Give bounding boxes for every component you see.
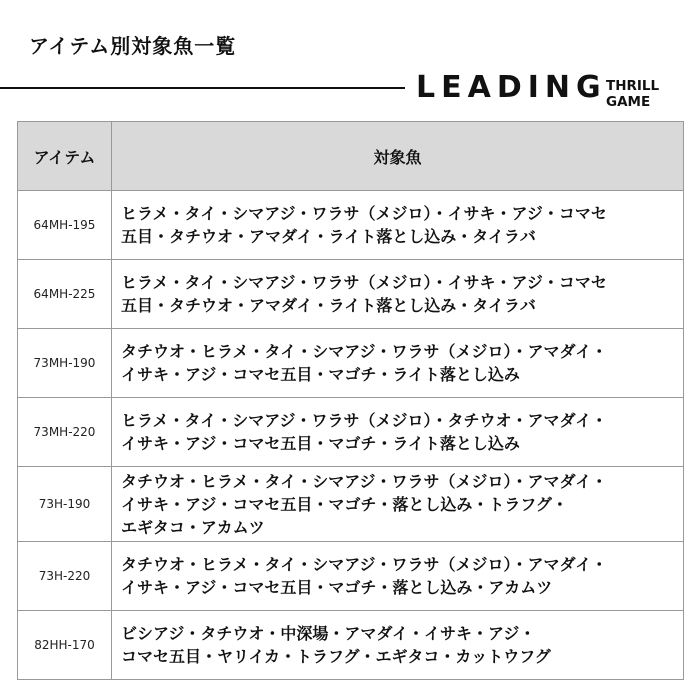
brand-header	[0, 70, 700, 110]
table-header-row	[18, 122, 684, 191]
table-row	[18, 611, 684, 680]
table-row	[18, 329, 684, 398]
target-fish-table	[17, 121, 684, 680]
target-fish-list: ヒラメ・タイ・シマアジ・ワラサ（メジロ）・タチウオ・アマダイ・ イサキ・アジ・コマセ五目・マゴチ・ライト落とし込み	[112, 398, 684, 467]
page-title: アイテム別対象魚一覧	[29, 34, 237, 58]
table-row	[18, 398, 684, 467]
header-target-fish: 対象魚	[112, 122, 684, 191]
table-row	[18, 191, 684, 260]
item-code: 64MH-195	[18, 191, 112, 260]
target-fish-list: ビシアジ・タチウオ・中深場・アマダイ・イサキ・アジ・ コマセ五目・ヤリイカ・トラフグ・エギタコ・カットウフグ	[112, 611, 684, 680]
table-row	[18, 467, 684, 542]
item-code: 73H-220	[18, 542, 112, 611]
item-code: 73MH-190	[18, 329, 112, 398]
item-code: 64MH-225	[18, 260, 112, 329]
table-row	[18, 542, 684, 611]
target-fish-list: タチウオ・ヒラメ・タイ・シマアジ・ワラサ（メジロ）・アマダイ・ イサキ・アジ・コマセ五目・マゴチ・ライト落とし込み	[112, 329, 684, 398]
table-row	[18, 260, 684, 329]
item-code: 73MH-220	[18, 398, 112, 467]
target-fish-list: タチウオ・ヒラメ・タイ・シマアジ・ワラサ（メジロ）・アマダイ・ イサキ・アジ・コマセ五目・マゴチ・落とし込み・アカムツ	[112, 542, 684, 611]
item-code: 82HH-170	[18, 611, 112, 680]
header-item: アイテム	[18, 122, 112, 191]
brand-subtitle: THRILL GAME	[606, 78, 660, 110]
target-fish-list: ヒラメ・タイ・シマアジ・ワラサ（メジロ）・イサキ・アジ・コマセ 五目・タチウオ・アマダイ・ライト落とし込み・タイラバ	[112, 191, 684, 260]
target-fish-list: ヒラメ・タイ・シマアジ・ワラサ（メジロ）・イサキ・アジ・コマセ 五目・タチウオ・アマダイ・ライト落とし込み・タイラバ	[112, 260, 684, 329]
target-fish-list: タチウオ・ヒラメ・タイ・シマアジ・ワラサ（メジロ）・アマダイ・ イサキ・アジ・コマセ五目・マゴチ・落とし込み・トラフグ・ エギタコ・アカムツ	[112, 467, 684, 542]
brand-divider-line	[0, 87, 405, 89]
brand-logo: LEADING	[416, 70, 607, 105]
item-code: 73H-190	[18, 467, 112, 542]
